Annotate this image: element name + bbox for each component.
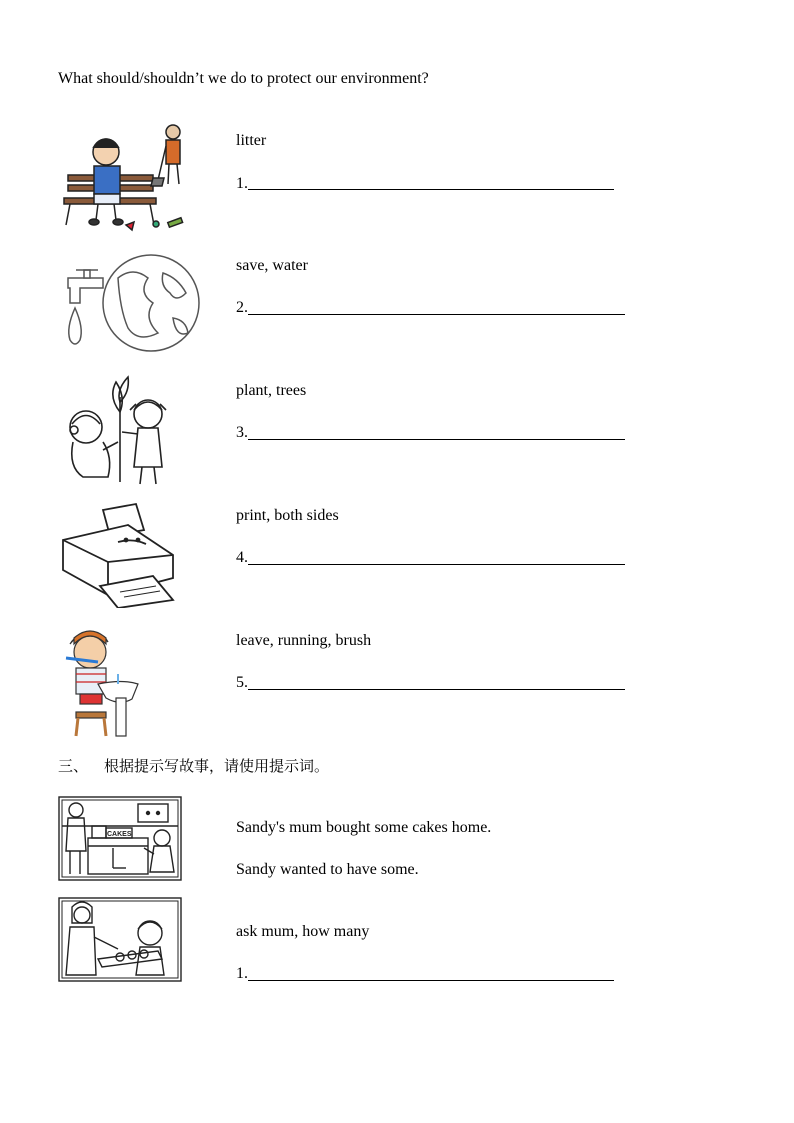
brushing-teeth-illustration	[58, 624, 148, 739]
printer-illustration	[58, 500, 183, 608]
section-3-marker: 三、	[58, 757, 89, 775]
cakes-box-label: CAKES	[107, 831, 132, 838]
item-4-prompt: print, both sides	[236, 507, 339, 524]
item-3-prompt: plant, trees	[236, 382, 307, 399]
item-5-prompt: leave, running, brush	[236, 632, 372, 649]
item-4-answer-line[interactable]	[248, 564, 625, 565]
item-3-number: 3.	[236, 424, 248, 441]
story-item-1-answer-line[interactable]	[248, 980, 614, 981]
item-1-answer-line[interactable]	[248, 189, 614, 190]
item-4-number: 4.	[236, 549, 248, 566]
save-water-illustration	[58, 248, 203, 363]
story-item-1-number: 1.	[236, 965, 248, 982]
story-picture-cakes-kitchen	[58, 796, 182, 881]
worksheet-heading: What should/shouldn’t we do to protect our environment?	[58, 70, 429, 87]
plant-trees-illustration	[58, 372, 183, 492]
item-2-answer-line[interactable]	[248, 314, 625, 315]
story-picture-mum-tray	[58, 897, 182, 982]
item-2-number: 2.	[236, 299, 248, 316]
item-1-number: 1.	[236, 175, 248, 192]
item-5-answer-line[interactable]	[248, 689, 625, 690]
story-line-1: Sandy's mum bought some cakes home.	[236, 819, 492, 836]
section-3-instruction: 根据提示写故事，请使用提示词。	[104, 757, 330, 775]
item-2-prompt: save, water	[236, 257, 308, 274]
item-3-answer-line[interactable]	[248, 439, 625, 440]
litter-illustration	[58, 120, 198, 235]
item-1-prompt: litter	[236, 132, 267, 149]
story-prompt: ask mum, how many	[236, 923, 370, 940]
story-line-2: Sandy wanted to have some.	[236, 861, 419, 878]
item-5-number: 5.	[236, 674, 248, 691]
